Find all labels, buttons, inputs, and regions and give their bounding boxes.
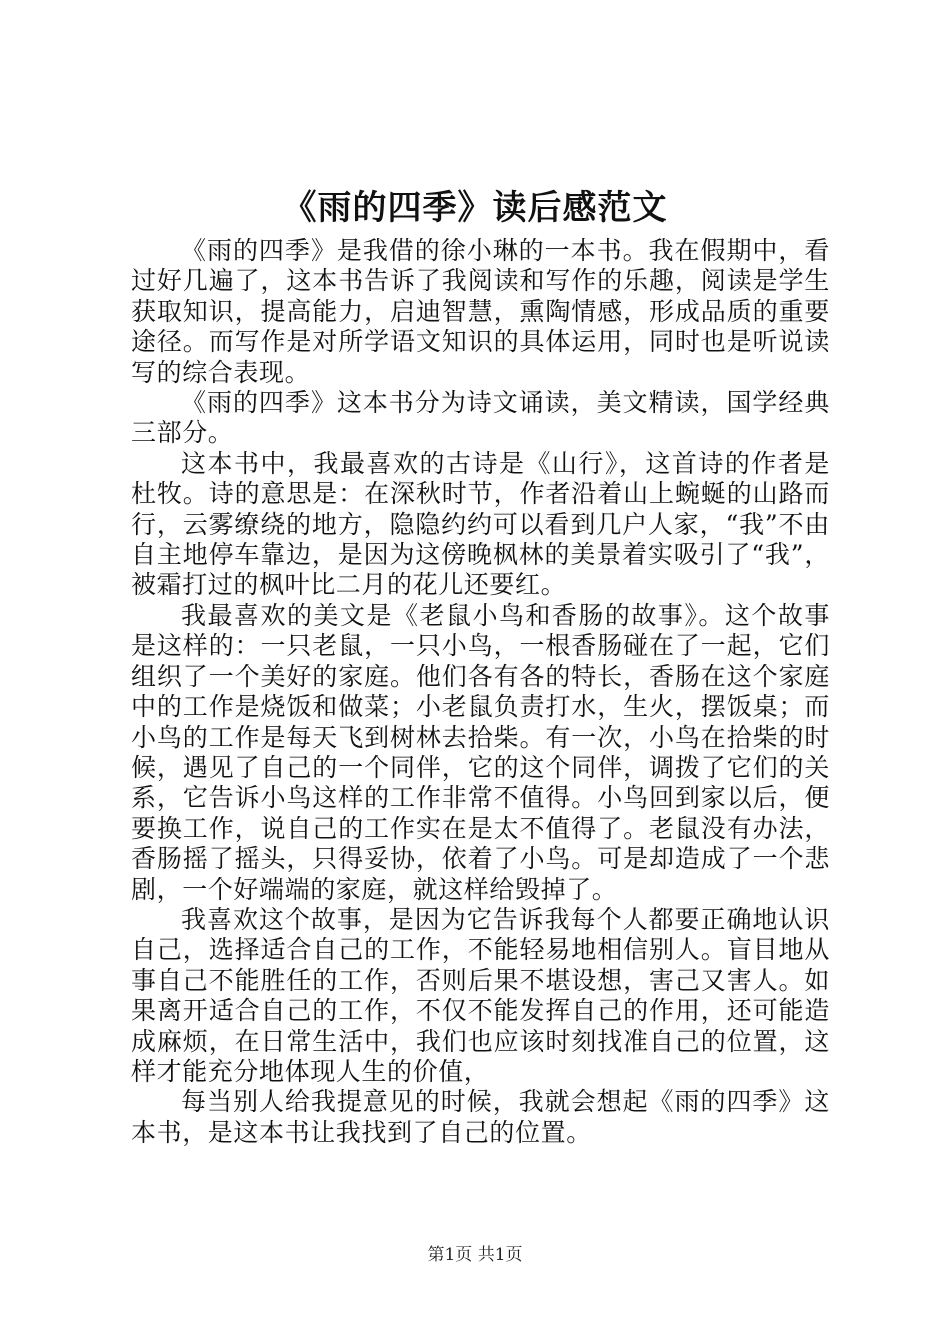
paragraph: 我喜欢这个故事，是因为它告诉我每个人都要正确地认识自己，选择适合自己的工作，不能轻易地相信别人。盲目地从事自己不能胜任的工作，否则后果不堪设想，害己又害人。如果离开适合自己的工作，不仅不能发挥自己的作用，还可能造成麻烦，在日常生活中，我们也应该时刻找准自己的位置，这样才能充分地体现人生的价值， [131, 904, 830, 1086]
paragraph: 《雨的四季》是我借的徐小琳的一本书。我在假期中，看过好几遍了，这本书告诉了我阅读和写作的乐趣，阅读是学生获取知识，提高能力，启迪智慧，熏陶情感，形成品质的重要途径。而写作是对所学语文知识的具体运用，同时也是听说读写的综合表现。 [131, 236, 830, 387]
paragraph: 我最喜欢的美文是《老鼠小鸟和香肠的故事》。这个故事是这样的：一只老鼠，一只小鸟，一根香肠碰在了一起，它们组织了一个美好的家庭。他们各有各的特长，香肠在这个家庭中的工作是烧饭和做菜；小老鼠负责打水，生火，摆饭桌；而小鸟的工作是每天飞到树林去拾柴。有一次，小鸟在拾柴的时候，遇见了自己的一个同伴，它的这个同伴，调拨了它们的关系，它告诉小鸟这样的工作非常不值得。小鸟回到家以后，便要换工作，说自己的工作实在是太不值得了。老鼠没有办法，香肠摇了摇头，只得妥协，依着了小鸟。可是却造成了一个悲剧，一个好端端的家庭，就这样给毁掉了。 [131, 600, 830, 904]
document-body [131, 236, 830, 1148]
paragraph: 这本书中，我最喜欢的古诗是《山行》，这首诗的作者是杜牧。诗的意思是：在深秋时节，作者沿着山上蜿蜒的山路而行，云雾缭绕的地方，隐隐约约可以看到几户人家，“我”不由自主地停车靠边，是因为这傍晚枫林的美景着实吸引了“我”，被霜打过的枫叶比二月的花儿还要红。 [131, 448, 830, 600]
document-title: 《雨的四季》读后感范文 [282, 188, 668, 228]
paragraph: 每当别人给我提意见的时候，我就会想起《雨的四季》这本书，是这本书让我找到了自己的位置。 [131, 1087, 830, 1147]
page-number: 第1页 共1页 [427, 1245, 523, 1265]
paragraph: 《雨的四季》这本书分为诗文诵读，美文精读，国学经典三部分。 [131, 388, 830, 448]
